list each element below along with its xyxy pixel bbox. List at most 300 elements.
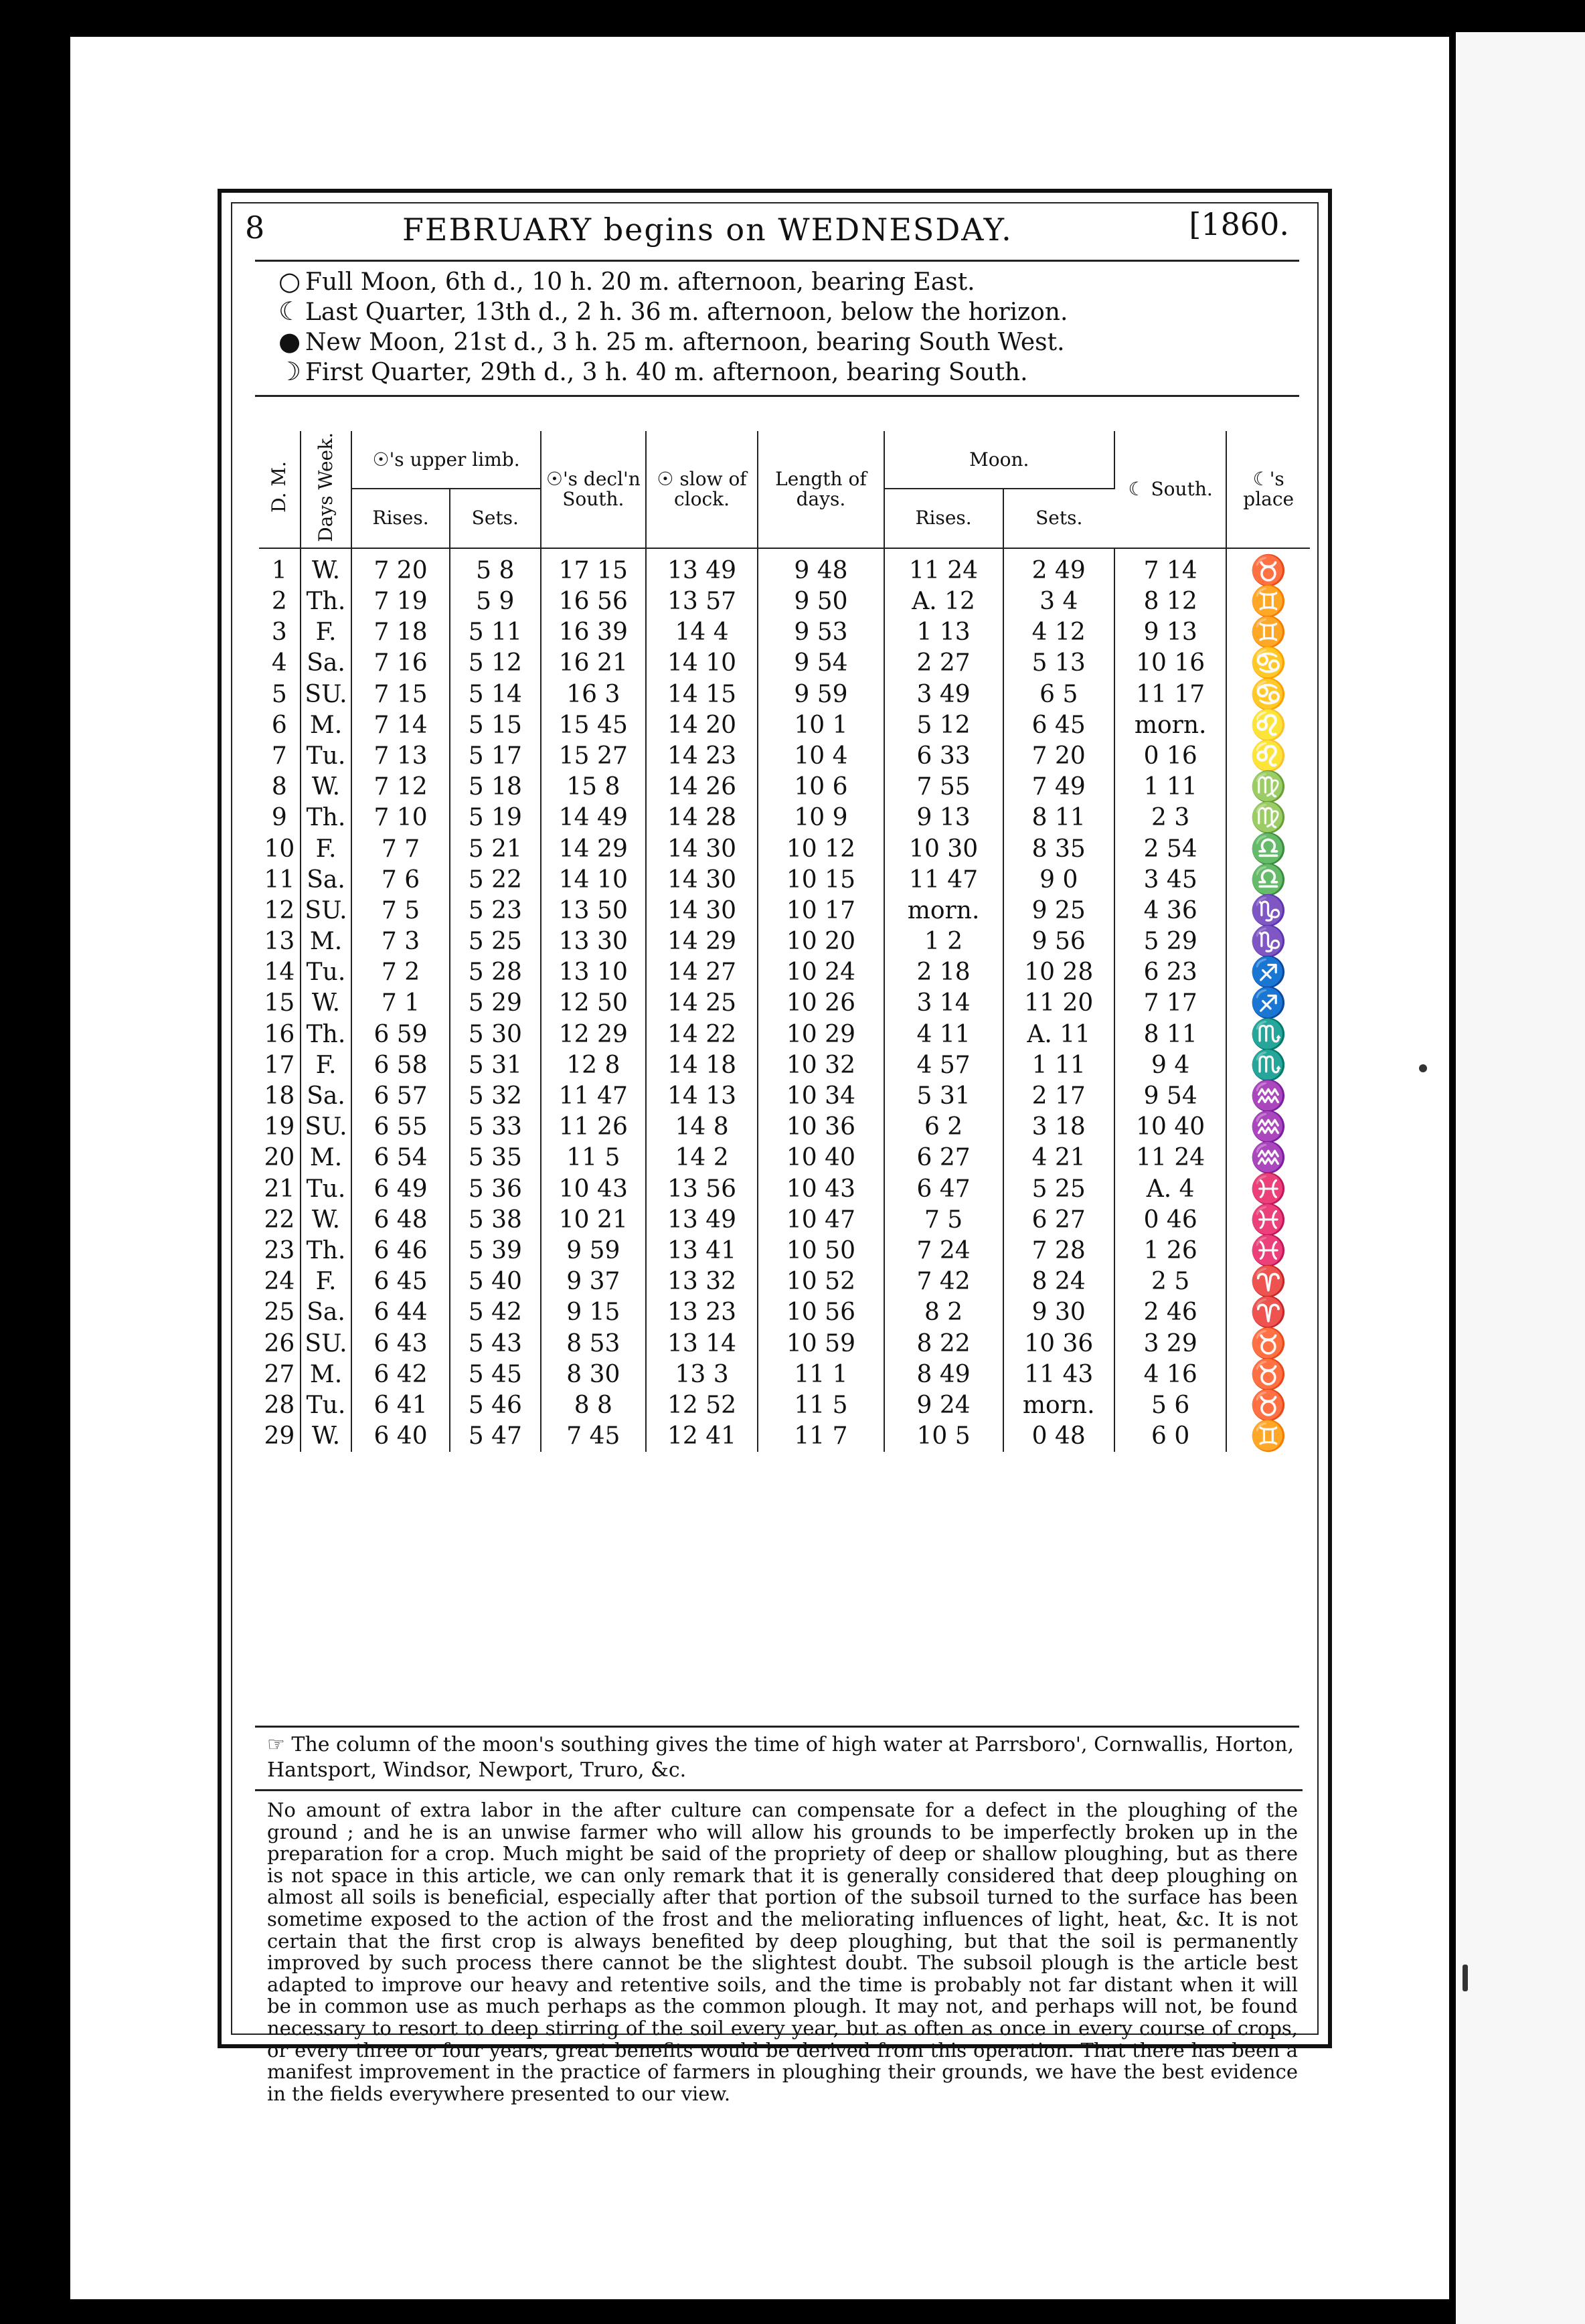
cell-day: 11: [259, 865, 301, 896]
cell-declination: 15 45: [541, 710, 646, 741]
cell-declination: 13 50: [541, 896, 646, 926]
cell-weekday: F.: [301, 617, 352, 648]
cell-moon-south: 9 54: [1114, 1081, 1226, 1112]
cell-moon-south: 2 54: [1114, 833, 1226, 864]
cell-declination: 16 56: [541, 586, 646, 617]
cell-moon-rises: 11 47: [884, 865, 1003, 896]
cell-length: 10 36: [758, 1112, 884, 1143]
cell-declination: 7 45: [541, 1421, 646, 1452]
cell-slow: 14 4: [646, 617, 758, 648]
cell-moon-sets: 6 27: [1003, 1205, 1114, 1236]
cell-length: 10 52: [758, 1266, 884, 1297]
cell-sun-rises: 7 3: [351, 926, 450, 957]
cell-weekday: Sa.: [301, 1297, 352, 1328]
cell-moon-sets: 11 43: [1003, 1359, 1114, 1390]
cell-sun-sets: 5 12: [450, 648, 541, 679]
cell-moon-south: 4 16: [1114, 1359, 1226, 1390]
cell-moon-south: 9 4: [1114, 1050, 1226, 1081]
cell-length: 9 54: [758, 648, 884, 679]
cell-weekday: M.: [301, 926, 352, 957]
cell-day: 2: [259, 586, 301, 617]
cell-declination: 16 3: [541, 679, 646, 710]
cell-weekday: Tu.: [301, 741, 352, 772]
cell-moon-rises: 6 33: [884, 741, 1003, 772]
cell-moon-sets: 9 30: [1003, 1297, 1114, 1328]
cell-moon-place: ♊: [1250, 584, 1287, 619]
cell-moon-south: 2 5: [1114, 1266, 1226, 1297]
cell-weekday: Tu.: [301, 957, 352, 988]
binding-mark: [1463, 1965, 1468, 1991]
table-row: [259, 803, 1310, 833]
cell-length: 10 20: [758, 926, 884, 957]
last-quarter-icon: ☾: [278, 297, 302, 326]
cell-moon-sets: 7 28: [1003, 1236, 1114, 1266]
tide-note: ☞ The column of the moon's southing gives the time of high water at Parrsboro', Cornwallis, Horton, Hantsport, Windsor, Newport, Truro, &c.: [267, 1733, 1295, 1782]
table-row: [259, 1421, 1310, 1452]
table-row: [259, 1328, 1310, 1359]
table-row: [259, 617, 1310, 648]
cell-slow: 14 18: [646, 1050, 758, 1081]
cell-moon-place: ♏: [1250, 1017, 1287, 1052]
cell-length: 10 12: [758, 833, 884, 864]
phase-full-moon: [278, 266, 1309, 297]
cell-sun-rises: 6 45: [351, 1266, 450, 1297]
cell-slow: 14 30: [646, 896, 758, 926]
cell-sun-sets: 5 19: [450, 803, 541, 833]
cell-moon-place: ♓: [1250, 1233, 1287, 1268]
cell-declination: 15 27: [541, 741, 646, 772]
table-row: [259, 548, 1310, 586]
cell-sun-sets: 5 46: [450, 1390, 541, 1421]
cell-moon-south: morn.: [1114, 710, 1226, 741]
cell-sun-sets: 5 33: [450, 1112, 541, 1143]
cell-slow: 13 41: [646, 1236, 758, 1266]
cell-day: 18: [259, 1081, 301, 1112]
cell-weekday: W.: [301, 1205, 352, 1236]
col-sun-limb: ☉'s upper limb.: [351, 431, 541, 489]
cell-moon-south: 9 13: [1114, 617, 1226, 648]
cell-sun-rises: 6 55: [351, 1112, 450, 1143]
col-moon-place: ☾'s place: [1226, 431, 1310, 548]
cell-sun-rises: 7 16: [351, 648, 450, 679]
cell-sun-sets: 5 42: [450, 1297, 541, 1328]
cell-moon-sets: 9 56: [1003, 926, 1114, 957]
cell-declination: 11 5: [541, 1143, 646, 1173]
cell-declination: 9 15: [541, 1297, 646, 1328]
cell-day: 6: [259, 710, 301, 741]
cell-day: 3: [259, 617, 301, 648]
cell-moon-place: ♐: [1250, 986, 1287, 1021]
full-moon-icon: ○: [278, 266, 301, 296]
cell-weekday: Tu.: [301, 1390, 352, 1421]
table-row: [259, 1173, 1310, 1204]
binding-mark: [1419, 1064, 1427, 1072]
cell-slow: 14 28: [646, 803, 758, 833]
col-moon-sets: Sets.: [1003, 489, 1114, 548]
cell-moon-place: ♈: [1250, 1264, 1287, 1299]
phase-new-moon: [278, 327, 1309, 357]
cell-slow: 13 49: [646, 548, 758, 586]
cell-moon-sets: 11 20: [1003, 988, 1114, 1019]
cell-length: 10 47: [758, 1205, 884, 1236]
cell-moon-sets: 3 4: [1003, 586, 1114, 617]
cell-moon-sets: 9 25: [1003, 896, 1114, 926]
cell-moon-place: ♊: [1250, 615, 1287, 650]
cell-moon-sets: A. 11: [1003, 1019, 1114, 1050]
cell-moon-south: 7 17: [1114, 988, 1226, 1019]
cell-moon-rises: A. 12: [884, 586, 1003, 617]
cell-day: 8: [259, 772, 301, 803]
cell-sun-sets: 5 40: [450, 1266, 541, 1297]
cell-moon-rises: 7 55: [884, 772, 1003, 803]
cell-moon-sets: 8 35: [1003, 833, 1114, 864]
cell-slow: 14 25: [646, 988, 758, 1019]
cell-weekday: SU.: [301, 1112, 352, 1143]
cell-moon-sets: 8 24: [1003, 1266, 1114, 1297]
cell-moon-south: 1 26: [1114, 1236, 1226, 1266]
cell-moon-south: 10 40: [1114, 1112, 1226, 1143]
cell-moon-rises: 3 14: [884, 988, 1003, 1019]
cell-weekday: M.: [301, 1359, 352, 1390]
cell-day: 14: [259, 957, 301, 988]
cell-weekday: Th.: [301, 1236, 352, 1266]
cell-moon-place: ♌: [1250, 738, 1287, 773]
cell-length: 11 1: [758, 1359, 884, 1390]
cell-declination: 9 37: [541, 1266, 646, 1297]
cell-slow: 14 30: [646, 833, 758, 864]
cell-moon-south: 5 29: [1114, 926, 1226, 957]
cell-moon-rises: 4 11: [884, 1019, 1003, 1050]
table-row: [259, 926, 1310, 957]
cell-day: 15: [259, 988, 301, 1019]
col-day-month: D. M.: [259, 431, 301, 548]
cell-sun-rises: 6 44: [351, 1297, 450, 1328]
cell-length: 10 17: [758, 896, 884, 926]
cell-sun-sets: 5 25: [450, 926, 541, 957]
col-declination: ☉'s decl'n South.: [541, 431, 646, 548]
cell-declination: 12 50: [541, 988, 646, 1019]
cell-slow: 14 15: [646, 679, 758, 710]
cell-slow: 13 49: [646, 1205, 758, 1236]
cell-moon-south: 3 45: [1114, 865, 1226, 896]
cell-declination: 11 47: [541, 1081, 646, 1112]
moon-phases: [278, 266, 1309, 387]
cell-moon-sets: 4 21: [1003, 1143, 1114, 1173]
cell-sun-rises: 6 43: [351, 1328, 450, 1359]
cell-length: 10 59: [758, 1328, 884, 1359]
cell-declination: 15 8: [541, 772, 646, 803]
cell-moon-south: 7 14: [1114, 548, 1226, 586]
cell-moon-place: ♑: [1250, 924, 1287, 959]
cell-length: 10 43: [758, 1173, 884, 1204]
cell-length: 10 40: [758, 1143, 884, 1173]
cell-moon-sets: 5 25: [1003, 1173, 1114, 1204]
cell-sun-rises: 6 40: [351, 1421, 450, 1452]
cell-sun-sets: 5 29: [450, 988, 541, 1019]
first-quarter-icon: ☽: [278, 357, 302, 386]
cell-slow: 13 56: [646, 1173, 758, 1204]
cell-day: 17: [259, 1050, 301, 1081]
cell-moon-place: ♎: [1250, 862, 1287, 897]
cell-day: 20: [259, 1143, 301, 1173]
cell-moon-place: ♎: [1250, 831, 1287, 866]
cell-sun-sets: 5 14: [450, 679, 541, 710]
cell-length: 10 26: [758, 988, 884, 1019]
cell-moon-rises: 6 27: [884, 1143, 1003, 1173]
cell-weekday: M.: [301, 710, 352, 741]
phase-last-quarter: [278, 297, 1309, 327]
cell-day: 29: [259, 1421, 301, 1452]
cell-day: 16: [259, 1019, 301, 1050]
col-slow-of-clock: ☉ slow of clock.: [646, 431, 758, 548]
cell-moon-place: ♐: [1250, 955, 1287, 990]
cell-sun-sets: 5 21: [450, 833, 541, 864]
table-row: [259, 1112, 1310, 1143]
cell-declination: 8 53: [541, 1328, 646, 1359]
cell-sun-rises: 7 18: [351, 617, 450, 648]
cell-sun-rises: 7 12: [351, 772, 450, 803]
cell-length: 11 5: [758, 1390, 884, 1421]
almanac-table: [259, 431, 1310, 1452]
page-number: 8: [245, 210, 265, 246]
cell-moon-south: A. 4: [1114, 1173, 1226, 1204]
cell-slow: 13 23: [646, 1297, 758, 1328]
table-rule: [255, 1726, 1299, 1728]
cell-weekday: SU.: [301, 679, 352, 710]
col-moon-south: ☾ South.: [1114, 431, 1226, 548]
table-row: [259, 1266, 1310, 1297]
cell-day: 26: [259, 1328, 301, 1359]
cell-moon-place: ♍: [1250, 801, 1287, 835]
cell-sun-sets: 5 39: [450, 1236, 541, 1266]
cell-day: 13: [259, 926, 301, 957]
cell-weekday: W.: [301, 1421, 352, 1452]
cell-moon-south: 2 3: [1114, 803, 1226, 833]
cell-declination: 13 10: [541, 957, 646, 988]
cell-slow: 14 20: [646, 710, 758, 741]
cell-day: 5: [259, 679, 301, 710]
cell-moon-rises: 6 2: [884, 1112, 1003, 1143]
cell-slow: 13 3: [646, 1359, 758, 1390]
cell-slow: 12 41: [646, 1421, 758, 1452]
essay-text: No amount of extra labor in the after culture can compensate for a defect in the ploughing of the ground ; and he is an unwise farmer who will allow his grounds to be imperfectly broken up in the preparation for a crop. Much might be said of the propriety of deep or shallow ploughing, but as there is not space in this article, we can only remark that it is generally considered that deep ploughing on almost all soils is beneficial, especially after that portion of the subsoil turned to the surface has been sometime exposed to the action of the frost and the meliorating influences of light, heat, &c. It is not certain that the first crop is always benefited by deep ploughing, but that the soil is permanently improved by such process there cannot be the slightest doubt. The subsoil plough is the article best adapted to improve our heavy and retentive soils, and the time is probably not far distant when it will be in common use as much perhaps as the common plough. It may not, and perhaps will not, be found necessary to resort to deep stirring of the soil every year, but as often as once in every course of crops, or every three or four years, great benefits would be derived from this operation. That there has been a manifest improvement in the practice of farmers in ploughing their grounds, we have the best evidence in the fields everywhere presented to our view.: [267, 1799, 1298, 2105]
cell-sun-sets: 5 30: [450, 1019, 541, 1050]
table-row: [259, 648, 1310, 679]
cell-sun-rises: 7 6: [351, 865, 450, 896]
cell-day: 23: [259, 1236, 301, 1266]
cell-length: 9 59: [758, 679, 884, 710]
cell-moon-rises: 9 24: [884, 1390, 1003, 1421]
cell-sun-rises: 7 13: [351, 741, 450, 772]
cell-weekday: Th.: [301, 1019, 352, 1050]
cell-moon-rises: 4 57: [884, 1050, 1003, 1081]
cell-length: 9 48: [758, 548, 884, 586]
cell-moon-south: 3 29: [1114, 1328, 1226, 1359]
cell-moon-rises: 1 13: [884, 617, 1003, 648]
cell-sun-sets: 5 31: [450, 1050, 541, 1081]
cell-slow: 14 29: [646, 926, 758, 957]
col-day-week: Days Week.: [301, 431, 352, 548]
cell-moon-sets: 8 11: [1003, 803, 1114, 833]
cell-moon-south: 6 0: [1114, 1421, 1226, 1452]
cell-length: 10 15: [758, 865, 884, 896]
cell-day: 12: [259, 896, 301, 926]
cell-sun-rises: 6 57: [351, 1081, 450, 1112]
table-row: [259, 772, 1310, 803]
phases-rule: [255, 395, 1299, 397]
cell-moon-sets: morn.: [1003, 1390, 1114, 1421]
cell-day: 24: [259, 1266, 301, 1297]
cell-weekday: Sa.: [301, 1081, 352, 1112]
cell-moon-south: 8 12: [1114, 586, 1226, 617]
cell-sun-sets: 5 8: [450, 548, 541, 586]
table-row: [259, 1390, 1310, 1421]
cell-slow: 13 32: [646, 1266, 758, 1297]
cell-sun-rises: 6 58: [351, 1050, 450, 1081]
cell-weekday: F.: [301, 1050, 352, 1081]
cell-moon-place: ♊: [1250, 1419, 1287, 1454]
col-length-of-days: Length of days.: [758, 431, 884, 548]
cell-slow: 14 30: [646, 865, 758, 896]
cell-day: 7: [259, 741, 301, 772]
page-header: [245, 206, 1289, 253]
cell-day: 9: [259, 803, 301, 833]
cell-moon-rises: 2 27: [884, 648, 1003, 679]
cell-sun-sets: 5 9: [450, 586, 541, 617]
new-moon-icon: ●: [278, 327, 301, 356]
table-row: [259, 1019, 1310, 1050]
cell-moon-place: ♒: [1250, 1110, 1287, 1145]
table-row: [259, 1236, 1310, 1266]
cell-moon-rises: 10 5: [884, 1421, 1003, 1452]
cell-moon-place: ♋: [1250, 677, 1287, 712]
cell-length: 10 29: [758, 1019, 884, 1050]
cell-moon-rises: 2 18: [884, 957, 1003, 988]
cell-weekday: Sa.: [301, 648, 352, 679]
cell-moon-south: 4 36: [1114, 896, 1226, 926]
cell-weekday: SU.: [301, 1328, 352, 1359]
cell-sun-sets: 5 15: [450, 710, 541, 741]
cell-sun-rises: 6 46: [351, 1236, 450, 1266]
cell-declination: 10 21: [541, 1205, 646, 1236]
cell-length: 10 56: [758, 1297, 884, 1328]
cell-moon-sets: 1 11: [1003, 1050, 1114, 1081]
cell-slow: 13 14: [646, 1328, 758, 1359]
cell-moon-rises: 1 2: [884, 926, 1003, 957]
cell-sun-rises: 7 15: [351, 679, 450, 710]
cell-sun-rises: 7 5: [351, 896, 450, 926]
cell-sun-rises: 6 49: [351, 1173, 450, 1204]
table-row: [259, 1359, 1310, 1390]
cell-sun-sets: 5 32: [450, 1081, 541, 1112]
cell-moon-place: ♉: [1250, 1326, 1287, 1361]
col-sun-rises: Rises.: [351, 489, 450, 548]
cell-declination: 17 15: [541, 548, 646, 586]
cell-moon-sets: 2 49: [1003, 548, 1114, 586]
cell-moon-place: ♒: [1250, 1079, 1287, 1114]
cell-moon-rises: 9 13: [884, 803, 1003, 833]
cell-day: 25: [259, 1297, 301, 1328]
essay-rule: [255, 1789, 1303, 1791]
cell-day: 27: [259, 1359, 301, 1390]
cell-declination: 14 29: [541, 833, 646, 864]
cell-moon-place: ♉: [1250, 1388, 1287, 1422]
cell-declination: 14 49: [541, 803, 646, 833]
phase-first-quarter: [278, 357, 1309, 387]
cell-day: 21: [259, 1173, 301, 1204]
cell-day: 22: [259, 1205, 301, 1236]
table-row: [259, 896, 1310, 926]
cell-moon-south: 1 11: [1114, 772, 1226, 803]
cell-day: 1: [259, 548, 301, 586]
cell-sun-sets: 5 18: [450, 772, 541, 803]
phase-text: First Quarter, 29th d., 3 h. 40 m. afternoon, bearing South.: [305, 359, 1028, 386]
cell-slow: 14 27: [646, 957, 758, 988]
cell-length: 10 1: [758, 710, 884, 741]
cell-day: 28: [259, 1390, 301, 1421]
cell-slow: 14 13: [646, 1081, 758, 1112]
cell-sun-rises: 7 14: [351, 710, 450, 741]
cell-moon-sets: 5 13: [1003, 648, 1114, 679]
cell-sun-rises: 6 54: [351, 1143, 450, 1173]
cell-day: 19: [259, 1112, 301, 1143]
table-row: [259, 1050, 1310, 1081]
cell-moon-rises: 8 49: [884, 1359, 1003, 1390]
cell-slow: 13 57: [646, 586, 758, 617]
cell-length: 10 32: [758, 1050, 884, 1081]
cell-slow: 14 23: [646, 741, 758, 772]
cell-moon-rises: 5 31: [884, 1081, 1003, 1112]
table-row: [259, 741, 1310, 772]
cell-length: 9 50: [758, 586, 884, 617]
cell-moon-rises: 8 2: [884, 1297, 1003, 1328]
table-row: [259, 1205, 1310, 1236]
cell-declination: 12 29: [541, 1019, 646, 1050]
cell-moon-rises: 8 22: [884, 1328, 1003, 1359]
phase-text: Full Moon, 6th d., 10 h. 20 m. afternoon, bearing East.: [305, 268, 975, 296]
cell-sun-sets: 5 23: [450, 896, 541, 926]
cell-slow: 14 26: [646, 772, 758, 803]
cell-length: 10 9: [758, 803, 884, 833]
cell-moon-rises: 7 24: [884, 1236, 1003, 1266]
cell-moon-rises: morn.: [884, 896, 1003, 926]
cell-moon-place: ♒: [1250, 1141, 1287, 1175]
cell-day: 10: [259, 833, 301, 864]
cell-moon-place: ♉: [1250, 1357, 1287, 1392]
header-rule: [255, 260, 1299, 262]
table-row: [259, 988, 1310, 1019]
cell-length: 10 6: [758, 772, 884, 803]
phase-text: Last Quarter, 13th d., 2 h. 36 m. afternoon, below the horizon.: [305, 299, 1068, 326]
cell-sun-rises: 7 19: [351, 586, 450, 617]
cell-sun-sets: 5 35: [450, 1143, 541, 1173]
cell-sun-sets: 5 17: [450, 741, 541, 772]
cell-moon-rises: 7 42: [884, 1266, 1003, 1297]
cell-sun-rises: 7 7: [351, 833, 450, 864]
cell-length: 9 53: [758, 617, 884, 648]
cell-sun-sets: 5 36: [450, 1173, 541, 1204]
cell-moon-south: 11 24: [1114, 1143, 1226, 1173]
cell-sun-sets: 5 47: [450, 1421, 541, 1452]
cell-declination: 13 30: [541, 926, 646, 957]
cell-weekday: W.: [301, 548, 352, 586]
cell-moon-rises: 3 49: [884, 679, 1003, 710]
cell-moon-sets: 4 12: [1003, 617, 1114, 648]
cell-declination: 11 26: [541, 1112, 646, 1143]
cell-sun-sets: 5 38: [450, 1205, 541, 1236]
cell-slow: 14 22: [646, 1019, 758, 1050]
cell-slow: 12 52: [646, 1390, 758, 1421]
